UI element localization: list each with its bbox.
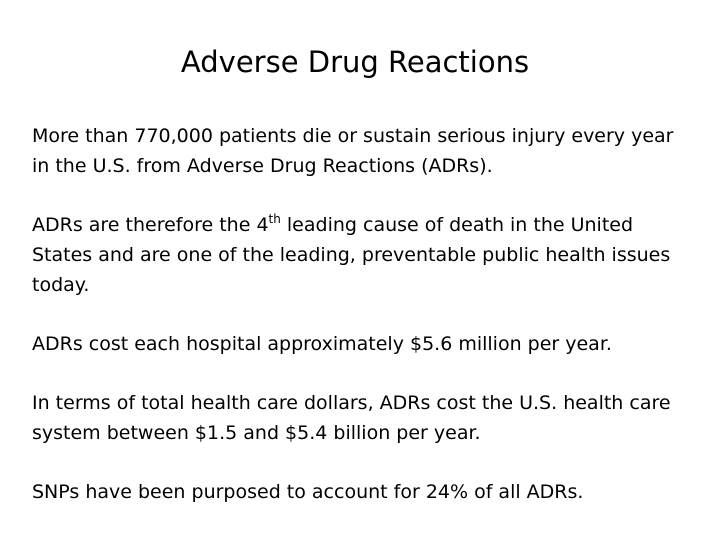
paragraph-hospital-cost <box>32 329 702 359</box>
text-line: system between $1.5 and $5.4 billion per year. <box>32 422 481 444</box>
text-line: ADRs cost each hospital approximately $5.6 million per year. <box>32 333 612 355</box>
text-line: States and are one of the leading, preventable public health issues <box>32 244 671 266</box>
text-segment: leading cause of death in the United <box>280 214 634 236</box>
text-line: More than 770,000 patients die or sustain serious injury every year <box>32 125 674 147</box>
text-segment: ADRs are therefore the 4 <box>32 214 269 236</box>
paragraph-snps <box>32 477 702 507</box>
text-line: today. <box>32 274 90 296</box>
slide-body <box>32 121 702 536</box>
text-line <box>32 210 702 240</box>
slide-title: Adverse Drug Reactions <box>180 45 530 79</box>
text-line: SNPs have been purposed to account for 24% of all ADRs. <box>32 481 584 503</box>
paragraph-adr-injuries <box>32 121 702 181</box>
text-line: In terms of total health care dollars, ADRs cost the U.S. health care <box>32 392 671 414</box>
ordinal-superscript: th <box>268 212 281 226</box>
text-line: in the U.S. from Adverse Drug Reactions (ADRs). <box>32 155 493 177</box>
paragraph-total-cost <box>32 388 702 448</box>
paragraph-leading-cause <box>32 210 702 300</box>
